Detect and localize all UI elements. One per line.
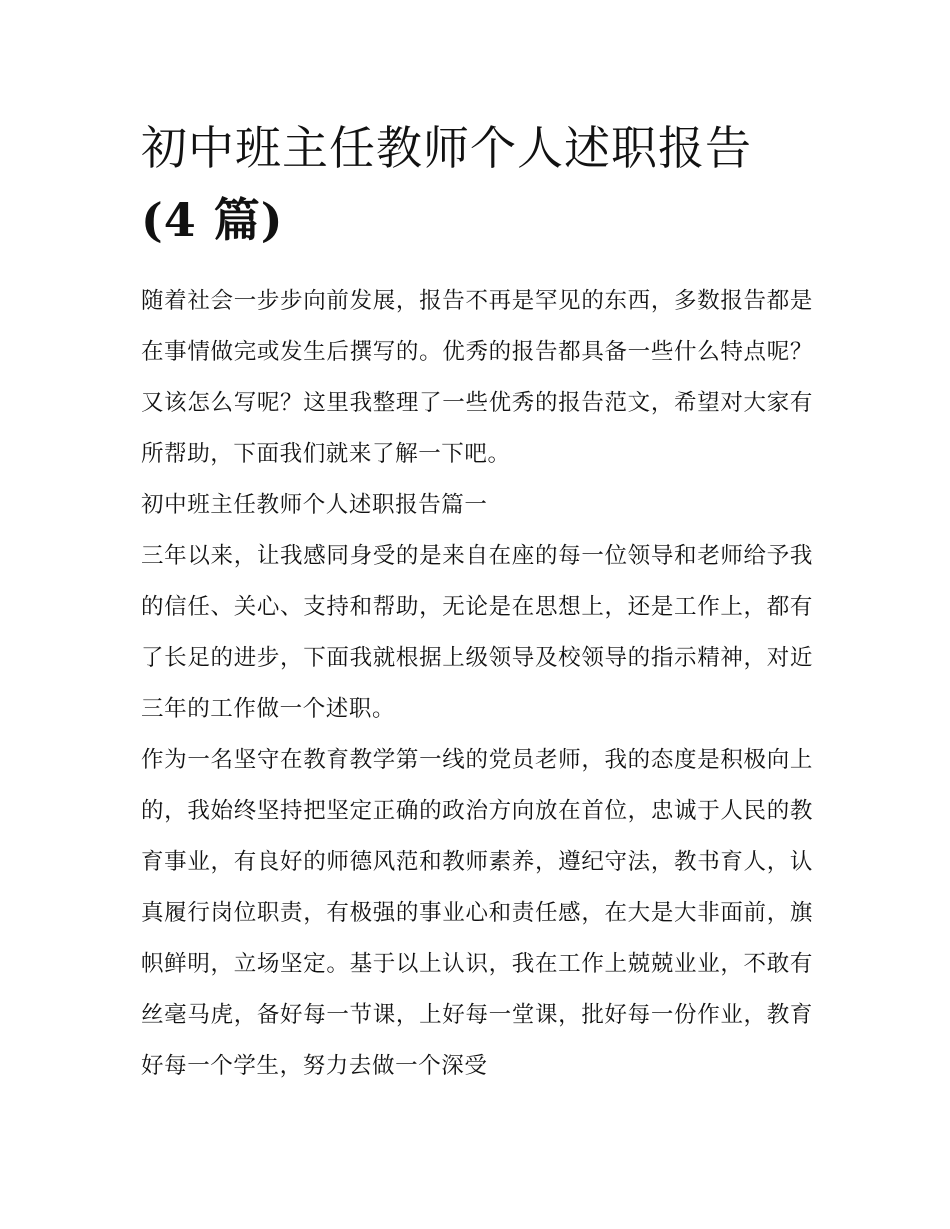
document-content bbox=[141, 112, 813, 1092]
document-body bbox=[141, 276, 813, 1092]
intro-paragraph: 随着社会一步步向前发展，报告不再是罕见的东西，多数报告都是在事情做完或发生后撰写的。优秀的报告都具备一些什么特点呢？又该怎么写呢？这里我整理了一些优秀的报告范文，希望对大家有所帮助，下面我们就来了解一下吧。 bbox=[141, 288, 813, 467]
body-paragraph: 三年以来，让我感同身受的是来自在座的每一位领导和老师给予我的信任、关心、支持和帮助，无论是在思想上，还是工作上，都有了长足的进步，下面我就根据上级领导及校领导的指示精神，对近三年的工作做一个述职。 bbox=[141, 543, 813, 722]
document-title bbox=[141, 112, 813, 256]
body-paragraph: 作为一名坚守在教育教学第一线的党员老师，我的态度是积极向上的，我始终坚持把坚定正确的政治方向放在首位，忠诚于人民的教育事业，有良好的师德风范和教师素养，遵纪守法，教书育人，认真履行岗位职责，有极强的事业心和责任感，在大是大非面前，旗帜鲜明，立场坚定。基于以上认识，我在工作上兢兢业业，不敢有丝毫马虎，备好每一节课，上好每一堂课，批好每一份作业，教育好每一个学生，努力去做一个深受 bbox=[141, 747, 813, 1079]
section-heading: 初中班主任教师个人述职报告篇一 bbox=[141, 492, 488, 518]
title-suffix: (4 篇) bbox=[141, 193, 284, 247]
title-text: 初中班主任教师个人述职报告 bbox=[141, 121, 752, 175]
